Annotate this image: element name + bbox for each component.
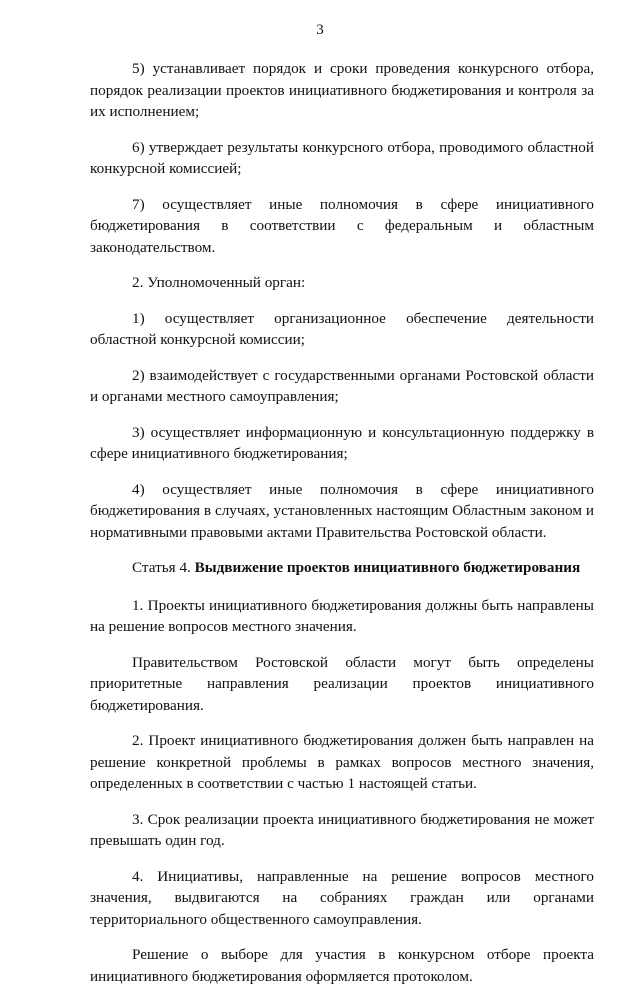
article-paragraph-1: 1. Проекты инициативного бюджетирования должны быть направлены на решение вопросов местного значения. [90,596,594,635]
paragraph-authorized-4: 4) осуществляет иные полномочия в сфере инициативного бюджетирования в случаях, установленных настоящим Областным законом и нормативными правовыми актами Правительства Ростовской области. [90,480,594,541]
article-prefix: Статья 4. [132,559,195,576]
paragraph-authorized-2: 2) взаимодействует с государственными органами Ростовской области и органами местного самоуправления; [90,366,594,405]
paragraph-item-7: 7) осуществляет иные полномочия в сфере инициативного бюджетирования в соответствии с федеральным и областным законодательством. [90,195,594,256]
article-title: Выдвижение проектов инициативного бюджетирования [194,559,581,576]
article-paragraph-decision: Решение о выборе для участия в конкурсном отборе проекта инициативного бюджетирования оформляется протоколом. [90,946,594,985]
page-number: 3 [316,22,324,38]
article-heading [90,557,594,579]
article-paragraph-4: 4. Инициативы, направленные на решение вопросов местного значения, выдвигаются на собраниях граждан или органами территориального общественного самоуправления. [90,867,594,928]
paragraph-authorized-3: 3) осуществляет информационную и консультационную поддержку в сфере инициативного бюджетирования; [90,423,594,462]
paragraph-authorized-1: 1) осуществляет организационное обеспечение деятельности областной конкурсной комиссии; [90,309,594,348]
article-paragraph-3: 3. Срок реализации проекта инициативного бюджетирования не может превышать один год. [90,810,594,849]
paragraph-item-6: 6) утверждает результаты конкурсного отбора, проводимого областной конкурсной комиссией; [90,138,594,177]
article-paragraph-priorities: Правительством Ростовской области могут быть определены приоритетные направления реализации проектов инициативного бюджетирования. [90,653,594,714]
document-body [90,58,594,1001]
paragraph-item-5: 5) устанавливает порядок и сроки проведения конкурсного отбора, порядок реализации проектов инициативного бюджетирования и контроля за их исполнением; [90,60,594,120]
article-paragraph-2: 2. Проект инициативного бюджетирования должен быть направлен на решение конкретной проблемы в рамках вопросов местного значения, определенных в соответствии с частью 1 настоящей статьи. [90,732,594,792]
paragraph-authorized-body: 2. Уполномоченный орган: [132,274,306,291]
